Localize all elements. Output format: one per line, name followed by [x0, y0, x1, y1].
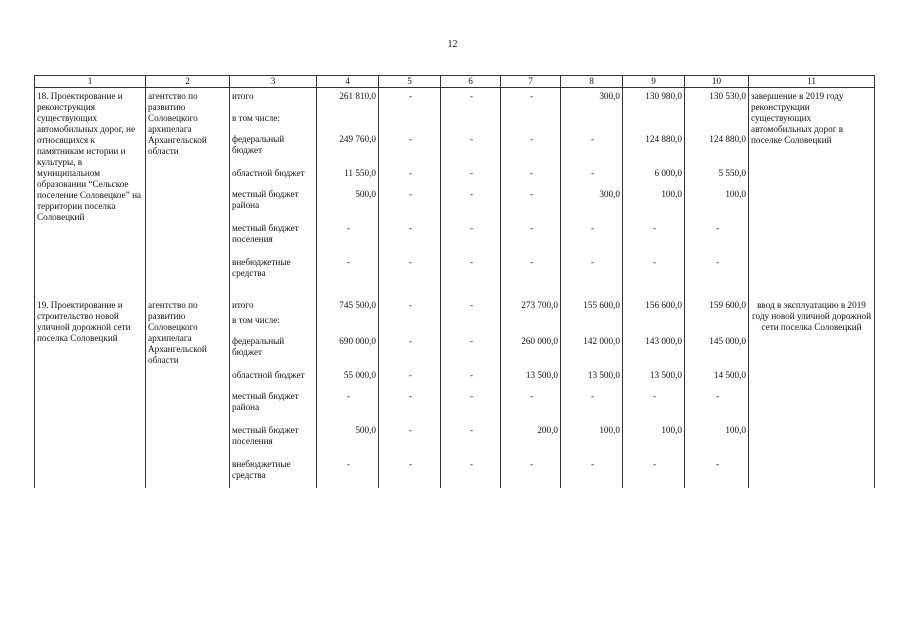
amount-cell-c7: 273 700,0	[501, 286, 561, 311]
funding-source-cell: областной бюджет	[230, 366, 317, 387]
funding-source-cell: итого	[230, 286, 317, 311]
amount-cell-c7: -	[501, 130, 561, 164]
amount-cell-c4: -	[317, 387, 379, 421]
amount-cell-c8: 155 600,0	[561, 286, 623, 311]
amount-cell-c5: -	[379, 387, 441, 421]
amount-cell-c6: -	[441, 88, 501, 109]
funding-source-cell: внебюджетные средства	[230, 455, 317, 488]
amount-cell-c5: -	[379, 88, 441, 109]
amount-cell-c8: -	[561, 455, 623, 488]
amount-cell-c4: 261 810,0	[317, 88, 379, 109]
amount-cell-c7: -	[501, 253, 561, 286]
amount-cell-c8	[561, 109, 623, 130]
funding-source-cell: местный бюджет района	[230, 185, 317, 219]
amount-cell-c6	[441, 109, 501, 130]
amount-cell-c8: 100,0	[561, 421, 623, 455]
amount-cell-c5: -	[379, 185, 441, 219]
funding-source-cell: местный бюджет поселения	[230, 421, 317, 455]
amount-cell-c6: -	[441, 286, 501, 311]
amount-cell-c9: -	[623, 387, 685, 421]
amount-cell-c10: 100,0	[685, 421, 749, 455]
amount-cell-c9: -	[623, 253, 685, 286]
column-header: 6	[441, 76, 501, 88]
amount-cell-c8: 13 500,0	[561, 366, 623, 387]
column-header: 5	[379, 76, 441, 88]
funding-source-cell: внебюджетные средства	[230, 253, 317, 286]
column-header: 11	[749, 76, 875, 88]
amount-cell-c10: 5 550,0	[685, 164, 749, 185]
project-result-cell: завершение в 2019 году реконструкции существующих автомобильных дорог в поселке Соловецкий	[749, 88, 875, 286]
amount-cell-c10: 14 500,0	[685, 366, 749, 387]
amount-cell-c4: 55 000,0	[317, 366, 379, 387]
amount-cell-c4: -	[317, 455, 379, 488]
column-header: 4	[317, 76, 379, 88]
amount-cell-c7: -	[501, 455, 561, 488]
amount-cell-c5: -	[379, 130, 441, 164]
amount-cell-c10: -	[685, 387, 749, 421]
column-header: 10	[685, 76, 749, 88]
amount-cell-c6: -	[441, 185, 501, 219]
amount-cell-c5: -	[379, 286, 441, 311]
amount-cell-c8: 142 000,0	[561, 332, 623, 366]
amount-cell-c8: -	[561, 253, 623, 286]
amount-cell-c6	[441, 311, 501, 332]
amount-cell-c6: -	[441, 332, 501, 366]
amount-cell-c4: -	[317, 219, 379, 253]
funding-source-cell: местный бюджет поселения	[230, 219, 317, 253]
table-row	[35, 88, 875, 109]
amount-cell-c5	[379, 311, 441, 332]
funding-source-cell: местный бюджет района	[230, 387, 317, 421]
amount-cell-c7: 13 500,0	[501, 366, 561, 387]
amount-cell-c8: -	[561, 130, 623, 164]
amount-cell-c6: -	[441, 455, 501, 488]
amount-cell-c5: -	[379, 455, 441, 488]
amount-cell-c5: -	[379, 366, 441, 387]
amount-cell-c4: 500,0	[317, 421, 379, 455]
amount-cell-c9: 13 500,0	[623, 366, 685, 387]
column-header: 7	[501, 76, 561, 88]
amount-cell-c9: 6 000,0	[623, 164, 685, 185]
amount-cell-c7	[501, 311, 561, 332]
amount-cell-c10	[685, 109, 749, 130]
column-header: 2	[146, 76, 230, 88]
column-header: 3	[230, 76, 317, 88]
amount-cell-c9: 100,0	[623, 421, 685, 455]
amount-cell-c9	[623, 109, 685, 130]
amount-cell-c8: -	[561, 219, 623, 253]
amount-cell-c7	[501, 109, 561, 130]
table-row	[35, 286, 875, 311]
funding-source-cell: областной бюджет	[230, 164, 317, 185]
amount-cell-c8: -	[561, 387, 623, 421]
amount-cell-c10	[685, 311, 749, 332]
amount-cell-c8	[561, 311, 623, 332]
project-name-cell: 19. Проектирование и строительство новой уличной дорожной сети поселка Соловецкий	[35, 286, 146, 488]
amount-cell-c7: -	[501, 185, 561, 219]
column-header: 9	[623, 76, 685, 88]
project-agency-cell: агентство по развитию Соловецкого архипелага Архангельской области	[146, 286, 230, 488]
amount-cell-c8: 300,0	[561, 185, 623, 219]
amount-cell-c10: 130 530,0	[685, 88, 749, 109]
project-agency-cell: агентство по развитию Соловецкого архипелага Архангельской области	[146, 88, 230, 286]
page-number: 12	[447, 39, 458, 50]
funding-source-cell: в том числе:	[230, 311, 317, 332]
amount-cell-c4	[317, 109, 379, 130]
amount-cell-c8: -	[561, 164, 623, 185]
amount-cell-c10: 100,0	[685, 185, 749, 219]
amount-cell-c5: -	[379, 164, 441, 185]
amount-cell-c4: 11 550,0	[317, 164, 379, 185]
funding-source-cell: итого	[230, 88, 317, 109]
amount-cell-c9	[623, 311, 685, 332]
amount-cell-c10: 124 880,0	[685, 130, 749, 164]
amount-cell-c4: 690 000,0	[317, 332, 379, 366]
column-number-row	[35, 76, 875, 88]
amount-cell-c5	[379, 109, 441, 130]
amount-cell-c7: 200,0	[501, 421, 561, 455]
amount-cell-c9: 156 600,0	[623, 286, 685, 311]
amount-cell-c9: -	[623, 219, 685, 253]
amount-cell-c7: -	[501, 219, 561, 253]
amount-cell-c7: -	[501, 387, 561, 421]
amount-cell-c10: -	[685, 455, 749, 488]
amount-cell-c5: -	[379, 253, 441, 286]
amount-cell-c6: -	[441, 421, 501, 455]
amount-cell-c6: -	[441, 253, 501, 286]
amount-cell-c9: 124 880,0	[623, 130, 685, 164]
funding-source-cell: федеральный бюджет	[230, 130, 317, 164]
amount-cell-c7: 260 000,0	[501, 332, 561, 366]
amount-cell-c7: -	[501, 88, 561, 109]
amount-cell-c9: -	[623, 455, 685, 488]
amount-cell-c10: 145 000,0	[685, 332, 749, 366]
amount-cell-c5: -	[379, 219, 441, 253]
amount-cell-c9: 100,0	[623, 185, 685, 219]
amount-cell-c4: 500,0	[317, 185, 379, 219]
amount-cell-c6: -	[441, 366, 501, 387]
amount-cell-c6: -	[441, 219, 501, 253]
amount-cell-c6: -	[441, 164, 501, 185]
amount-cell-c4: -	[317, 253, 379, 286]
amount-cell-c9: 130 980,0	[623, 88, 685, 109]
amount-cell-c10: -	[685, 219, 749, 253]
amount-cell-c6: -	[441, 387, 501, 421]
amount-cell-c5: -	[379, 332, 441, 366]
amount-cell-c4: 249 760,0	[317, 130, 379, 164]
column-header: 8	[561, 76, 623, 88]
amount-cell-c10: 159 600,0	[685, 286, 749, 311]
column-header: 1	[35, 76, 146, 88]
amount-cell-c4: 745 500,0	[317, 286, 379, 311]
budget-table	[34, 75, 875, 488]
funding-source-cell: федеральный бюджет	[230, 332, 317, 366]
amount-cell-c9: 143 000,0	[623, 332, 685, 366]
amount-cell-c5: -	[379, 421, 441, 455]
amount-cell-c7: -	[501, 164, 561, 185]
amount-cell-c6: -	[441, 130, 501, 164]
project-result-cell: ввод в эксплуатацию в 2019 году новой уличной дорожной сети поселка Соловецкий	[749, 286, 875, 488]
amount-cell-c4	[317, 311, 379, 332]
project-name-cell: 18. Проектирование и реконструкция существующих автомобильных дорог, не относящихся к памятникам истории и культуры, в муниципальном образовании “Сельское поселение Соловецкое” на территории поселка Соловецкий	[35, 88, 146, 286]
amount-cell-c10: -	[685, 253, 749, 286]
table-body	[35, 88, 875, 488]
amount-cell-c8: 300,0	[561, 88, 623, 109]
funding-source-cell: в том числе:	[230, 109, 317, 130]
